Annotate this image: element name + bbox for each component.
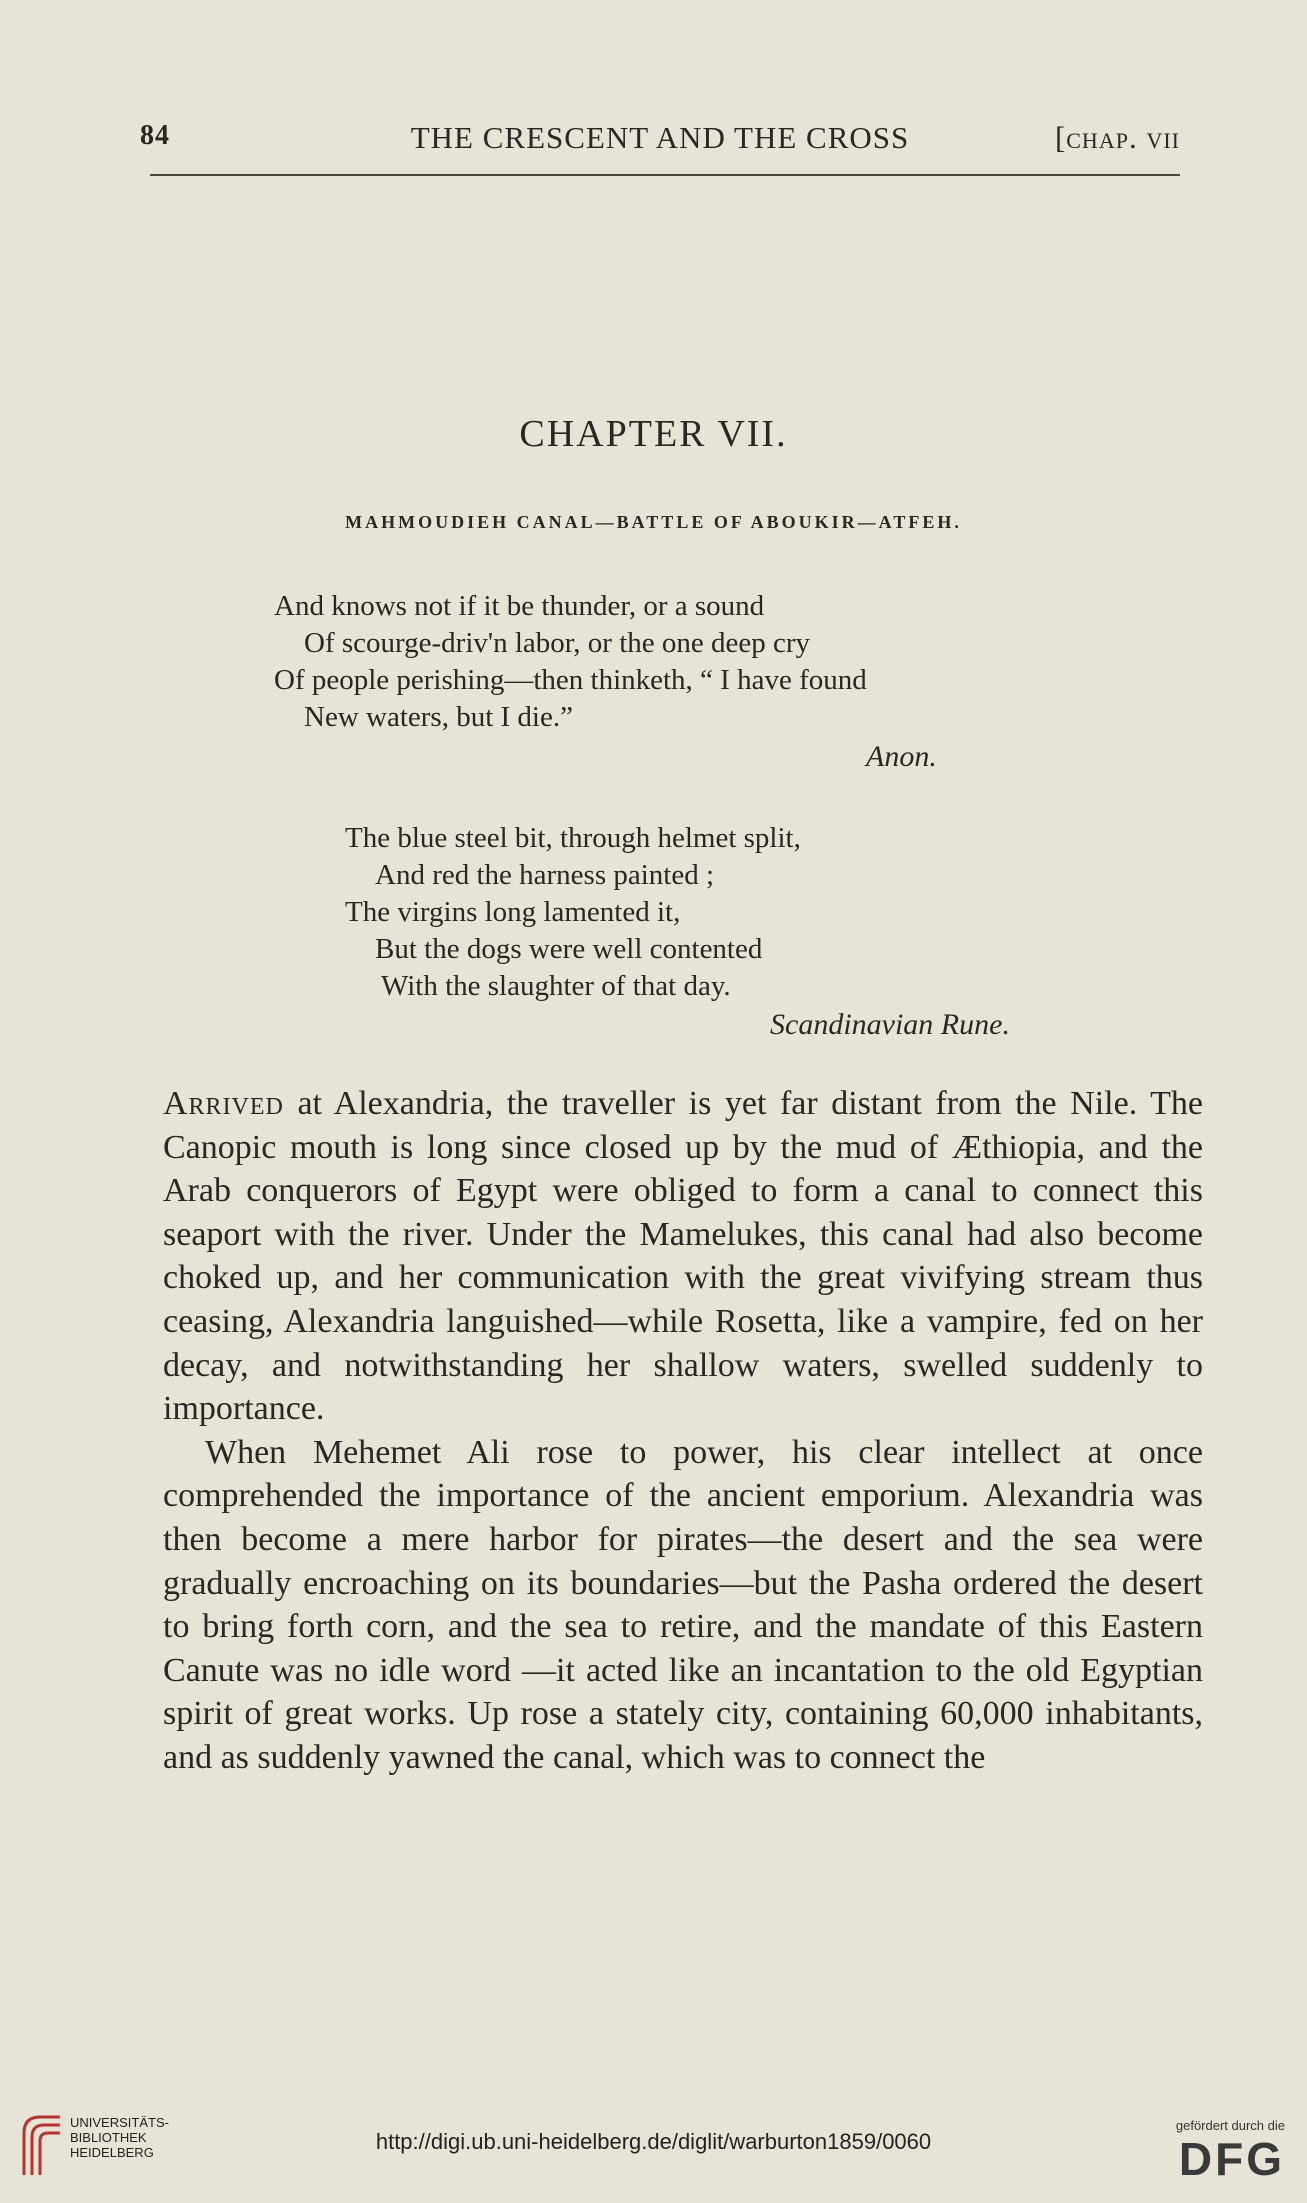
running-chapter: [chap. vii	[1054, 120, 1180, 155]
verse-line: New waters, but I die.”	[304, 701, 573, 733]
paragraph	[163, 1431, 1203, 1780]
verse-line: With the slaughter of that day.	[381, 970, 731, 1002]
chapter-title: CHAPTER VII.	[519, 413, 788, 455]
verse-line: The virgins long lamented it,	[345, 896, 681, 928]
paragraph-text: at Alexandria, the traveller is yet far distant from the Nile. The Canopic mouth is long since closed up by the mud of Æthiopia, and the Arab conquerors of Egypt were obliged to form a canal to connect this seaport with the river. Under the Mamelukes, this canal had also become choked up, and her communication with the great vivifying stream thus ceasing, Alexandria languished—while Rosetta, like a vampire, fed on her decay, and notwithstanding her shallow waters, swelled suddenly to importance.	[163, 1085, 1203, 1428]
running-title: THE CRESCENT AND THE CROSS	[410, 120, 910, 155]
epigraph-2-attribution: Scandinavian Rune.	[770, 1008, 1010, 1041]
sponsor-badge	[1145, 2118, 1285, 2185]
page-number: 84	[140, 120, 170, 151]
verse-line: Of scourge-driv'n labor, or the one deep cry	[304, 627, 811, 659]
paragraph-lead: Arrived	[163, 1085, 284, 1122]
verse-line: Of people perishing—then thinketh, “ I have found	[274, 664, 867, 696]
epigraph-1	[274, 588, 867, 736]
library-name: UNIVERSITÄTS- BIBLIOTHEK HEIDELBERG	[70, 2115, 169, 2160]
verse-line: The blue steel bit, through helmet split,	[345, 822, 801, 854]
body-text	[163, 1082, 1203, 1780]
header-rule	[150, 174, 1180, 176]
verse-line: And red the harness painted ;	[375, 859, 715, 891]
verse-line: But the dogs were well contented	[375, 933, 763, 965]
paragraph-text: When Mehemet Ali rose to power, his clear intellect at once comprehended the importance of the ancient emporium. Alexandria was then become a mere harbor for pirates—the desert and the sea were gradually encroaching on its boundaries—but the Pasha ordered the desert to bring forth corn, and the sea to retire, and the mandate of this Eastern Canute was no idle word —it acted like an incantation to the old Egyptian spirit of great works. Up rose a stately city, containing 60,000 inhabitants, and as suddenly yawned the canal, which was to connect the	[163, 1433, 1203, 1776]
sponsor-caption: gefördert durch die	[1175, 2118, 1285, 2133]
chapter-subtitle: MAHMOUDIEH CANAL—BATTLE OF ABOUKIR—ATFEH.	[345, 512, 962, 532]
dfg-logo-icon: DFG	[1178, 2133, 1285, 2185]
verse-line: And knows not if it be thunder, or a sound	[274, 590, 765, 622]
paragraph	[163, 1082, 1203, 1431]
source-url[interactable]: http://digi.ub.uni-heidelberg.de/diglit/warburton1859/0060	[375, 2129, 932, 2154]
running-head	[140, 114, 1180, 154]
epigraph-2	[345, 820, 801, 1005]
epigraph-1-attribution: Anon.	[866, 740, 937, 773]
